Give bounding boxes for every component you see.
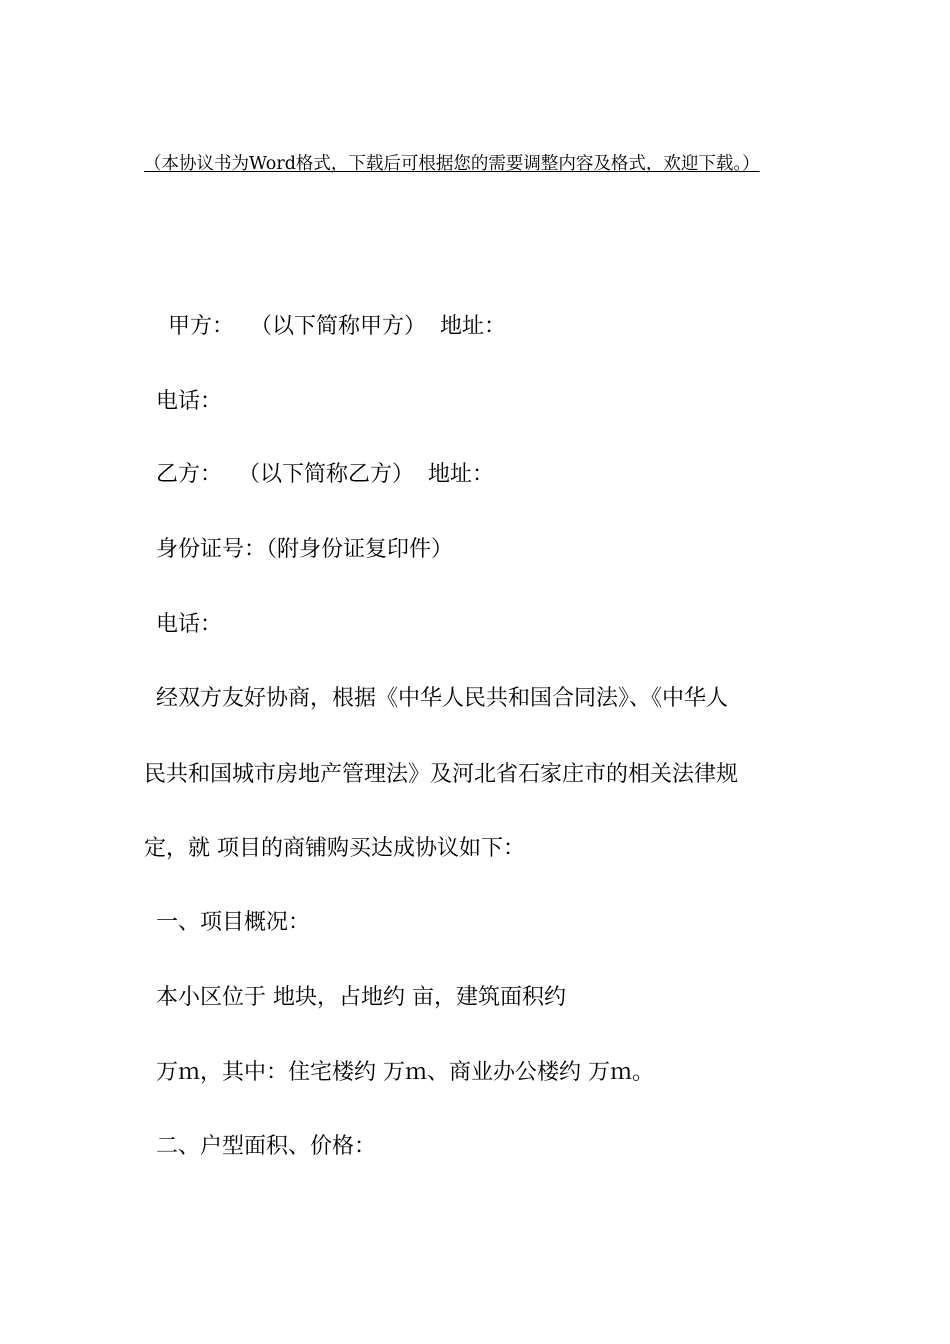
section-1-heading: 一、项目概况： — [156, 910, 311, 935]
party-a-address-label: 地址： — [440, 314, 507, 339]
party-b-phone: 电话： — [156, 612, 223, 637]
intro-line-2: 民共和国城市房地产管理法》及河北省石家庄市的相关法律规 — [144, 762, 739, 787]
party-b-address-label: 地址： — [428, 462, 495, 487]
party-a-label: 甲方： — [168, 314, 235, 339]
party-b-line — [156, 460, 494, 490]
section-1-line-1: 本小区位于 地块，占地约 亩，建筑面积约 — [156, 985, 566, 1010]
intro-line-3: 定，就 项目的商铺购买达成协议如下： — [144, 836, 525, 861]
party-b-label: 乙方： — [156, 462, 223, 487]
intro-line-1: 经双方友好协商，根据《中华人民共和国合同法》、《中华人 — [156, 686, 729, 711]
party-b-id: 身份证号：（附身份证复印件） — [156, 537, 454, 562]
party-a-line — [168, 312, 506, 342]
party-a-abbr: （以下简称甲方） — [250, 314, 427, 339]
party-b-abbr: （以下简称乙方） — [238, 462, 415, 487]
section-1-line-2: 万ｍ，其中：住宅楼约 万ｍ、商业办公楼约 万ｍ。 — [156, 1060, 654, 1085]
party-a-phone: 电话： — [156, 389, 223, 414]
format-note: （本协议书为Word格式，下载后可根据您的需要调整内容及格式，欢迎下载。） — [144, 154, 760, 174]
section-2-heading: 二、户型面积、价格： — [156, 1134, 377, 1159]
